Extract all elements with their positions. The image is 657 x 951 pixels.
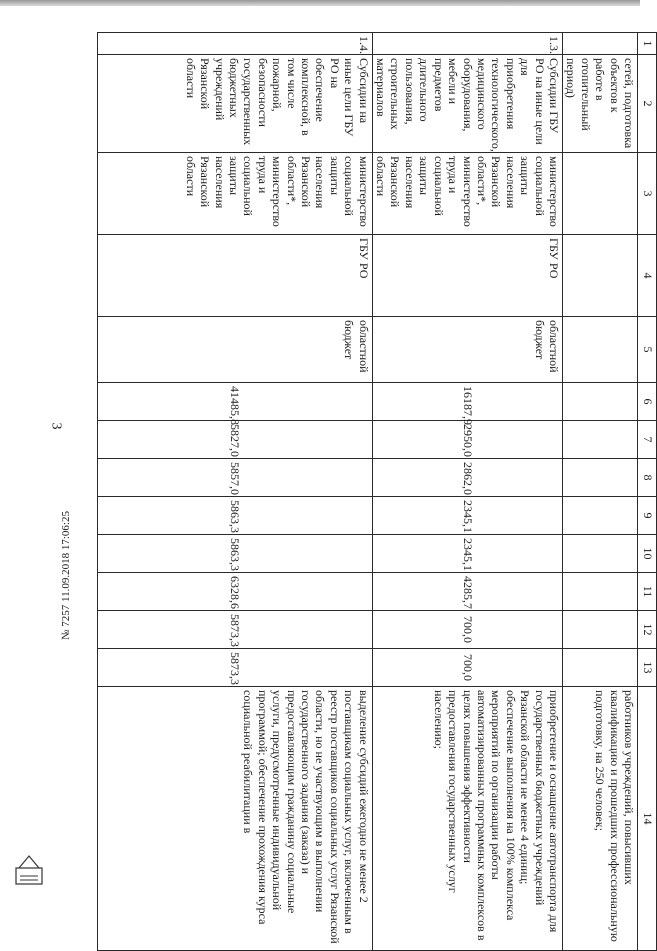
column-number: 3: [638, 153, 657, 235]
executor: министерство социальной защиты населения Рязанской области*, министерство труда и социальной защиты населения Рязанской области: [372, 153, 562, 235]
funding-year-value: 5857,0: [98, 459, 373, 497]
rotated-table-wrapper: [97, 32, 657, 944]
column-number-row: [638, 33, 657, 951]
funding-year-value: 6328,6: [98, 573, 373, 611]
column-number: 12: [638, 611, 657, 649]
funding-year-value: [562, 459, 637, 497]
column-number: 11: [638, 573, 657, 611]
page-number: 3: [48, 422, 64, 430]
funding-total: 16187,9: [372, 383, 562, 421]
column-number: 4: [638, 235, 657, 317]
measure-name: Субсидии ГБУ РО на иные цели для приобретения технологического, медицинского оборудования, мебели и предметов длительного пользования, строительных материалов: [372, 55, 562, 153]
expected-result: приобретение и оснащение автотранспорта для государственных бюджетных учреждений Рязанской области не менее 4 единиц; обеспечение выполнения на 100% комплекса мероприятий по организации работы автоматизированных программных комплексов в целях повышения эффективности предоставления государственных услуг населению;: [372, 687, 562, 951]
funding-year-value: 2345,1: [372, 535, 562, 573]
funding-total: [562, 383, 637, 421]
program-measures-table: [97, 32, 657, 951]
registry-logo-icon: [14, 848, 44, 888]
column-number: 6: [638, 383, 657, 421]
funding-year-value: 2950,0: [372, 421, 562, 459]
item-number: 1.3.: [372, 33, 562, 55]
column-number: 10: [638, 535, 657, 573]
item-number: 1.4.: [98, 33, 373, 55]
funding-total: 41485,8: [98, 383, 373, 421]
expected-result: работников учреждений, повысивших квалификацию и прошедших профессиональную подготовку, на 250 человек;: [562, 687, 637, 951]
executor: министерство социальной защиты населения Рязанской области*, министерство труда и социальной защиты населения Рязанской области: [98, 153, 373, 235]
funding-year-value: 5827,0: [98, 421, 373, 459]
document-registration-stamp: № 7257 11.09.2018 17:06:25: [60, 511, 72, 640]
column-number: 5: [638, 317, 657, 383]
column-number: 9: [638, 497, 657, 535]
column-number: 1: [638, 33, 657, 55]
recipient: ГБУ РО: [98, 235, 373, 317]
funding-year-value: 5863,3: [98, 535, 373, 573]
funding-source: [562, 317, 637, 383]
table-row: [372, 33, 562, 951]
funding-source: областной бюджет: [372, 317, 562, 383]
funding-year-value: [562, 649, 637, 687]
column-number: 13: [638, 649, 657, 687]
item-number: [562, 33, 637, 55]
funding-year-value: [562, 421, 637, 459]
recipient: ГБУ РО: [372, 235, 562, 317]
funding-source: областной бюджет: [98, 317, 373, 383]
funding-year-value: 700,0: [372, 649, 562, 687]
funding-year-value: [562, 573, 637, 611]
expected-result: выделение субсидий ежегодно не менее 2 поставщикам социальных услуг, включенным в реестр поставщиков социальных услуг Рязанской области, но не участвующим в выполнении государственного задания (заказа) и предоставляющим гражданину социальные услуги, предусмотренные индивидуальной программой; обеспечение прохождения курса социальной реабилитации в: [98, 687, 373, 951]
funding-year-value: [562, 497, 637, 535]
column-number: 2: [638, 55, 657, 153]
column-number: 7: [638, 421, 657, 459]
recipient: [562, 235, 637, 317]
funding-year-value: 5873,3: [98, 649, 373, 687]
funding-year-value: 4285,7: [372, 573, 562, 611]
funding-year-value: 700,0: [372, 611, 562, 649]
executor: [562, 153, 637, 235]
column-number: 14: [638, 687, 657, 951]
table-row: [562, 33, 637, 951]
funding-year-value: 2345,1: [372, 497, 562, 535]
column-number: 8: [638, 459, 657, 497]
scan-top-edge: [0, 0, 640, 6]
funding-year-value: [562, 535, 637, 573]
measure-name: Субсидии на иные цели ГБУ РО на обеспечение комплексной, в том числе пожарной, безопасности государственных бюджетных учреждений Рязанской области: [98, 55, 373, 153]
funding-year-value: 2862,0: [372, 459, 562, 497]
funding-year-value: [562, 611, 637, 649]
table-row: [98, 33, 373, 951]
funding-year-value: 5873,3: [98, 611, 373, 649]
funding-year-value: 5863,3: [98, 497, 373, 535]
measure-name: сетей, подготовка объектов к работе в отопительный период): [562, 55, 637, 153]
